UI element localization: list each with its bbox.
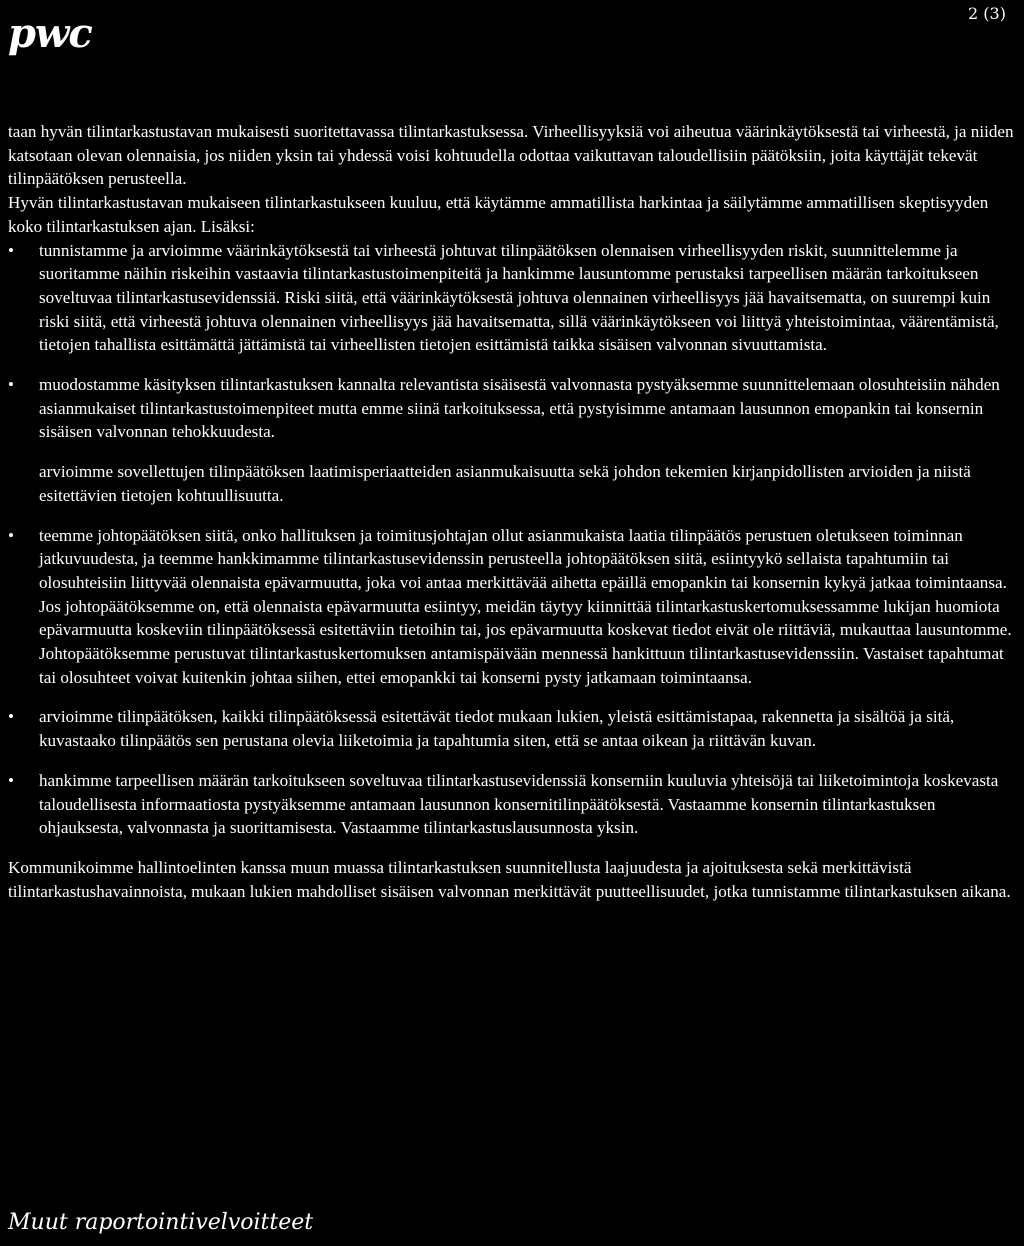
list-item-text: arvioimme sovellettujen tilinpäätöksen laatimisperiaatteiden asianmukaisuutta sekä johdon tekemien kirjanpidollisten arvioiden ja niistä esitettävien tietojen kohtuullisuutta. <box>39 462 971 505</box>
list-item-text: muodostamme käsityksen tilintarkastuksen kannalta relevantista sisäisestä valvonnasta pystyäksemme suunnittelemaan olosuhteisiin nähden asianmukaiset tilintarkastustoimenpiteet mutta emme siinä tarkoituksessa, että pystyisimme antamaan lausunnon emopankin tai konsernin sisäisen valvonnan tehokkuudesta. <box>39 375 1000 442</box>
pwc-logo: pwc <box>8 10 92 57</box>
list-item-text: arvioimme tilinpäätöksen, kaikki tilinpäätöksessä esitettävät tiedot mukaan lukien, yleistä esittämistapaa, rakennetta ja sisältöä ja sitä, kuvastaako tilinpäätös sen perustana olevia liiketoimia ja tapahtumia siten, että se antaa oikean ja riittävän kuvan. <box>39 707 955 751</box>
list-item <box>8 524 1018 690</box>
list-item <box>8 373 1018 444</box>
communication-paragraph: Kommunikoimme hallintoelinten kanssa muun muassa tilintarkastuksen suunnitellusta laajuudesta ja ajoituksesta sekä merkittävistä tilintarkastushavainnoista, mukaan lukien mahdolliset sisäisen valvonnan merkittävät puutteellisuudet, jotka tunnistamme tilintarkastuksen aikana. <box>8 857 1011 901</box>
section-heading: Muut raportointivelvoitteet <box>8 1210 314 1235</box>
page-number: 2 (3) <box>968 4 1006 23</box>
bullet-icon: • <box>8 525 14 545</box>
document-body <box>8 120 1018 903</box>
intro-paragraph: taan hyvän tilintarkastustavan mukaisesti suoritettavassa tilintarkastuksessa. Virheellisyyksiä voi aiheutua väärinkäytöksestä tai virheestä, ja niiden katsotaan olevan olennaisia, jos niiden yksin tai yhdessä voisi kohtuudella odottaa vaikuttavan taloudellisiin päätöksiin, joita käyttäjät tekevät tilinpäätöksen perusteella. <box>8 122 1014 189</box>
bullet-icon: • <box>8 770 14 790</box>
procedures-list <box>8 239 1018 840</box>
list-item <box>8 460 1018 507</box>
list-item <box>8 705 1018 752</box>
bullet-icon: • <box>8 240 14 260</box>
list-item-text: hankimme tarpeellisen määrän tarkoitukseen soveltuvaa tilintarkastusevidenssiä konserniin kuuluvia yhteisöjä tai liiketoimintoja koskevasta taloudellisesta informaatiosta pystyäksemme antamaan lausunnon konsernitilinpäätöksestä. Vastaamme konsernin tilintarkastuksen ohjauksesta, valvonnasta ja suorittamisesta. Vastaamme tilintarkastuslausunnosta yksin. <box>39 770 999 838</box>
list-item <box>8 239 1018 358</box>
list-item-text: teemme johtopäätöksen siitä, onko hallituksen ja toimitusjohtajan ollut asianmukaista laatia tilinpäätös perustuen oletukseen toiminnan jatkuvuudesta, ja teemme hankkimamme tilintarkastusevidenssin perusteella johtopäätöksen siitä, esiintyykö sellaista tapahtumiin tai olosuhteisiin liittyvää olennaista epävarmuutta, joka voi antaa merkittävää aihetta epäillä emopankin tai konsernin kykyä jatkaa toimintaansa. Jos johtopäätöksemme on, että olennaista epävarmuutta esiintyy, meidän täytyy kiinnittää tilintarkastuskertomuksessamme lukijan huomiota epävarmuutta koskeviin tilinpäätöksessä esitettäviin tietoihin tai, jos epävarmuutta koskevat tiedot eivät ole riittäviä, mukauttaa lausuntomme. Johtopäätöksemme perustuvat tilintarkastuskertomuksen antamispäivään mennessä hankittuun tilintarkastusevidenssiin. Vastaiset tapahtumat tai olosuhteet voivat kuitenkin johtaa siihen, ettei emopankki tai konserni pysty jatkamaan toimintaansa. <box>39 525 1012 687</box>
bullet-icon: • <box>8 707 14 727</box>
bullet-icon: • <box>8 375 14 395</box>
list-item-text: tunnistamme ja arvioimme väärinkäytöksestä tai virheestä johtuvat tilinpäätöksen olennaisen virheellisyyden riskit, suunnittelemme ja suoritamme näihin riskeihin vastaavia tilintarkastustoimenpiteitä ja hankimme lausuntomme perustaksi tarpeellisen määrän tarkoitukseen soveltuvaa tilintarkastusevidenssiä. Riski siitä, että väärinkäytöksestä johtuva olennainen virheellisyys jää havaitsematta, on suurempi kuin riski siitä, että virheestä johtuva olennainen virheellisyys jää havaitsematta, sillä väärinkäytökseen voi liittyä yhteistoimintaa, väärentämistä, tietojen tahallista esittämättä jättämistä tai virheellisten tietojen esittämistä taikka sisäisen valvonnan sivuuttamista. <box>39 240 999 355</box>
audit-responsibility-paragraph: Hyvän tilintarkastustavan mukaiseen tilintarkastukseen kuuluu, että käytämme ammatillista harkintaa ja säilytämme ammatillisen skeptisyyden koko tilintarkastuksen ajan. Lisäksi: <box>8 193 989 236</box>
list-item <box>8 769 1018 840</box>
